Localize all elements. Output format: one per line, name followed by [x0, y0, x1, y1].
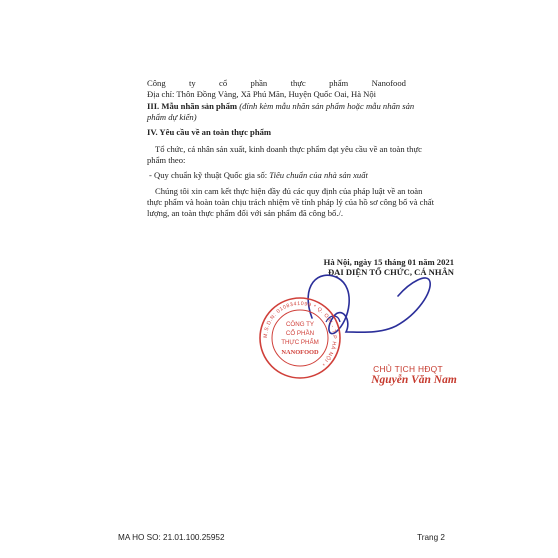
commitment-line-1: Chúng tôi xin cam kết thực hiện đầy đủ các quy định của pháp luật về an toàn [155, 186, 423, 196]
section-3-heading: III. Mẫu nhãn sản phẩm [147, 101, 238, 111]
standard-value: Tiêu chuẩn của nhà sản xuất [269, 170, 368, 180]
address-line: Địa chỉ: Thôn Đồng Vàng, Xã Phú Mãn, Huyện Quốc Oai, Hà Nội [147, 89, 377, 99]
seal-text-4: NANOFOOD [281, 349, 319, 356]
page-number: Trang 2 [417, 533, 445, 542]
commitment-line-3: lượng, an toàn thực phẩm đối với sản phẩm đã công bố./. [147, 208, 343, 218]
seal-ring-text: M.S.D.N: 0108341099 * Q. OAI - T.P HÀ NỘI * [262, 300, 338, 367]
signer-title: CHỦ TỊCH HĐQT [373, 364, 443, 374]
standard-label: - Quy chuẩn kỹ thuật Quốc gia số: [149, 170, 268, 180]
signer-name: Nguyễn Văn Nam [371, 374, 457, 386]
section-4-heading: IV. Yêu cầu về an toàn thực phẩm [147, 127, 272, 137]
section-3-note: (đính kèm mẫu nhãn sản phẩm hoặc mẫu nhãn sản [239, 101, 415, 111]
representative-label: ĐẠI DIỆN TỔ CHỨC, CÁ NHÂN [327, 267, 454, 277]
requirement-paragraph-line-1: Tổ chức, cá nhân sản xuất, kinh doanh thực phẩm đạt yêu cầu về an toàn thực [155, 144, 422, 154]
company-word: Nanofood [371, 78, 406, 88]
date-line: Hà Nội, ngày 15 tháng 01 năm 2021 [323, 257, 454, 267]
company-word: cổ [219, 78, 228, 88]
seal-text-2: CỔ PHẦN [285, 330, 315, 337]
company-word: phẩm [329, 78, 349, 88]
requirement-paragraph-line-2: phẩm theo: [147, 155, 186, 165]
company-word: ty [188, 78, 196, 88]
company-word: Công [147, 78, 166, 88]
company-word: thực [290, 78, 306, 88]
section-3-note-cont: phẩm dự kiến) [147, 112, 197, 122]
company-word: phần [250, 78, 268, 88]
seal-text-1: CÔNG TY [285, 321, 315, 328]
file-code: MA HO SO: 21.01.100.25952 [118, 533, 225, 542]
seal-text-3: THỰC PHẨM [281, 339, 319, 346]
company-seal [258, 296, 342, 380]
commitment-line-2: thực phẩm và hoàn toàn chịu trách nhiệm về tính pháp lý của hồ sơ công bố và chất [147, 197, 434, 207]
